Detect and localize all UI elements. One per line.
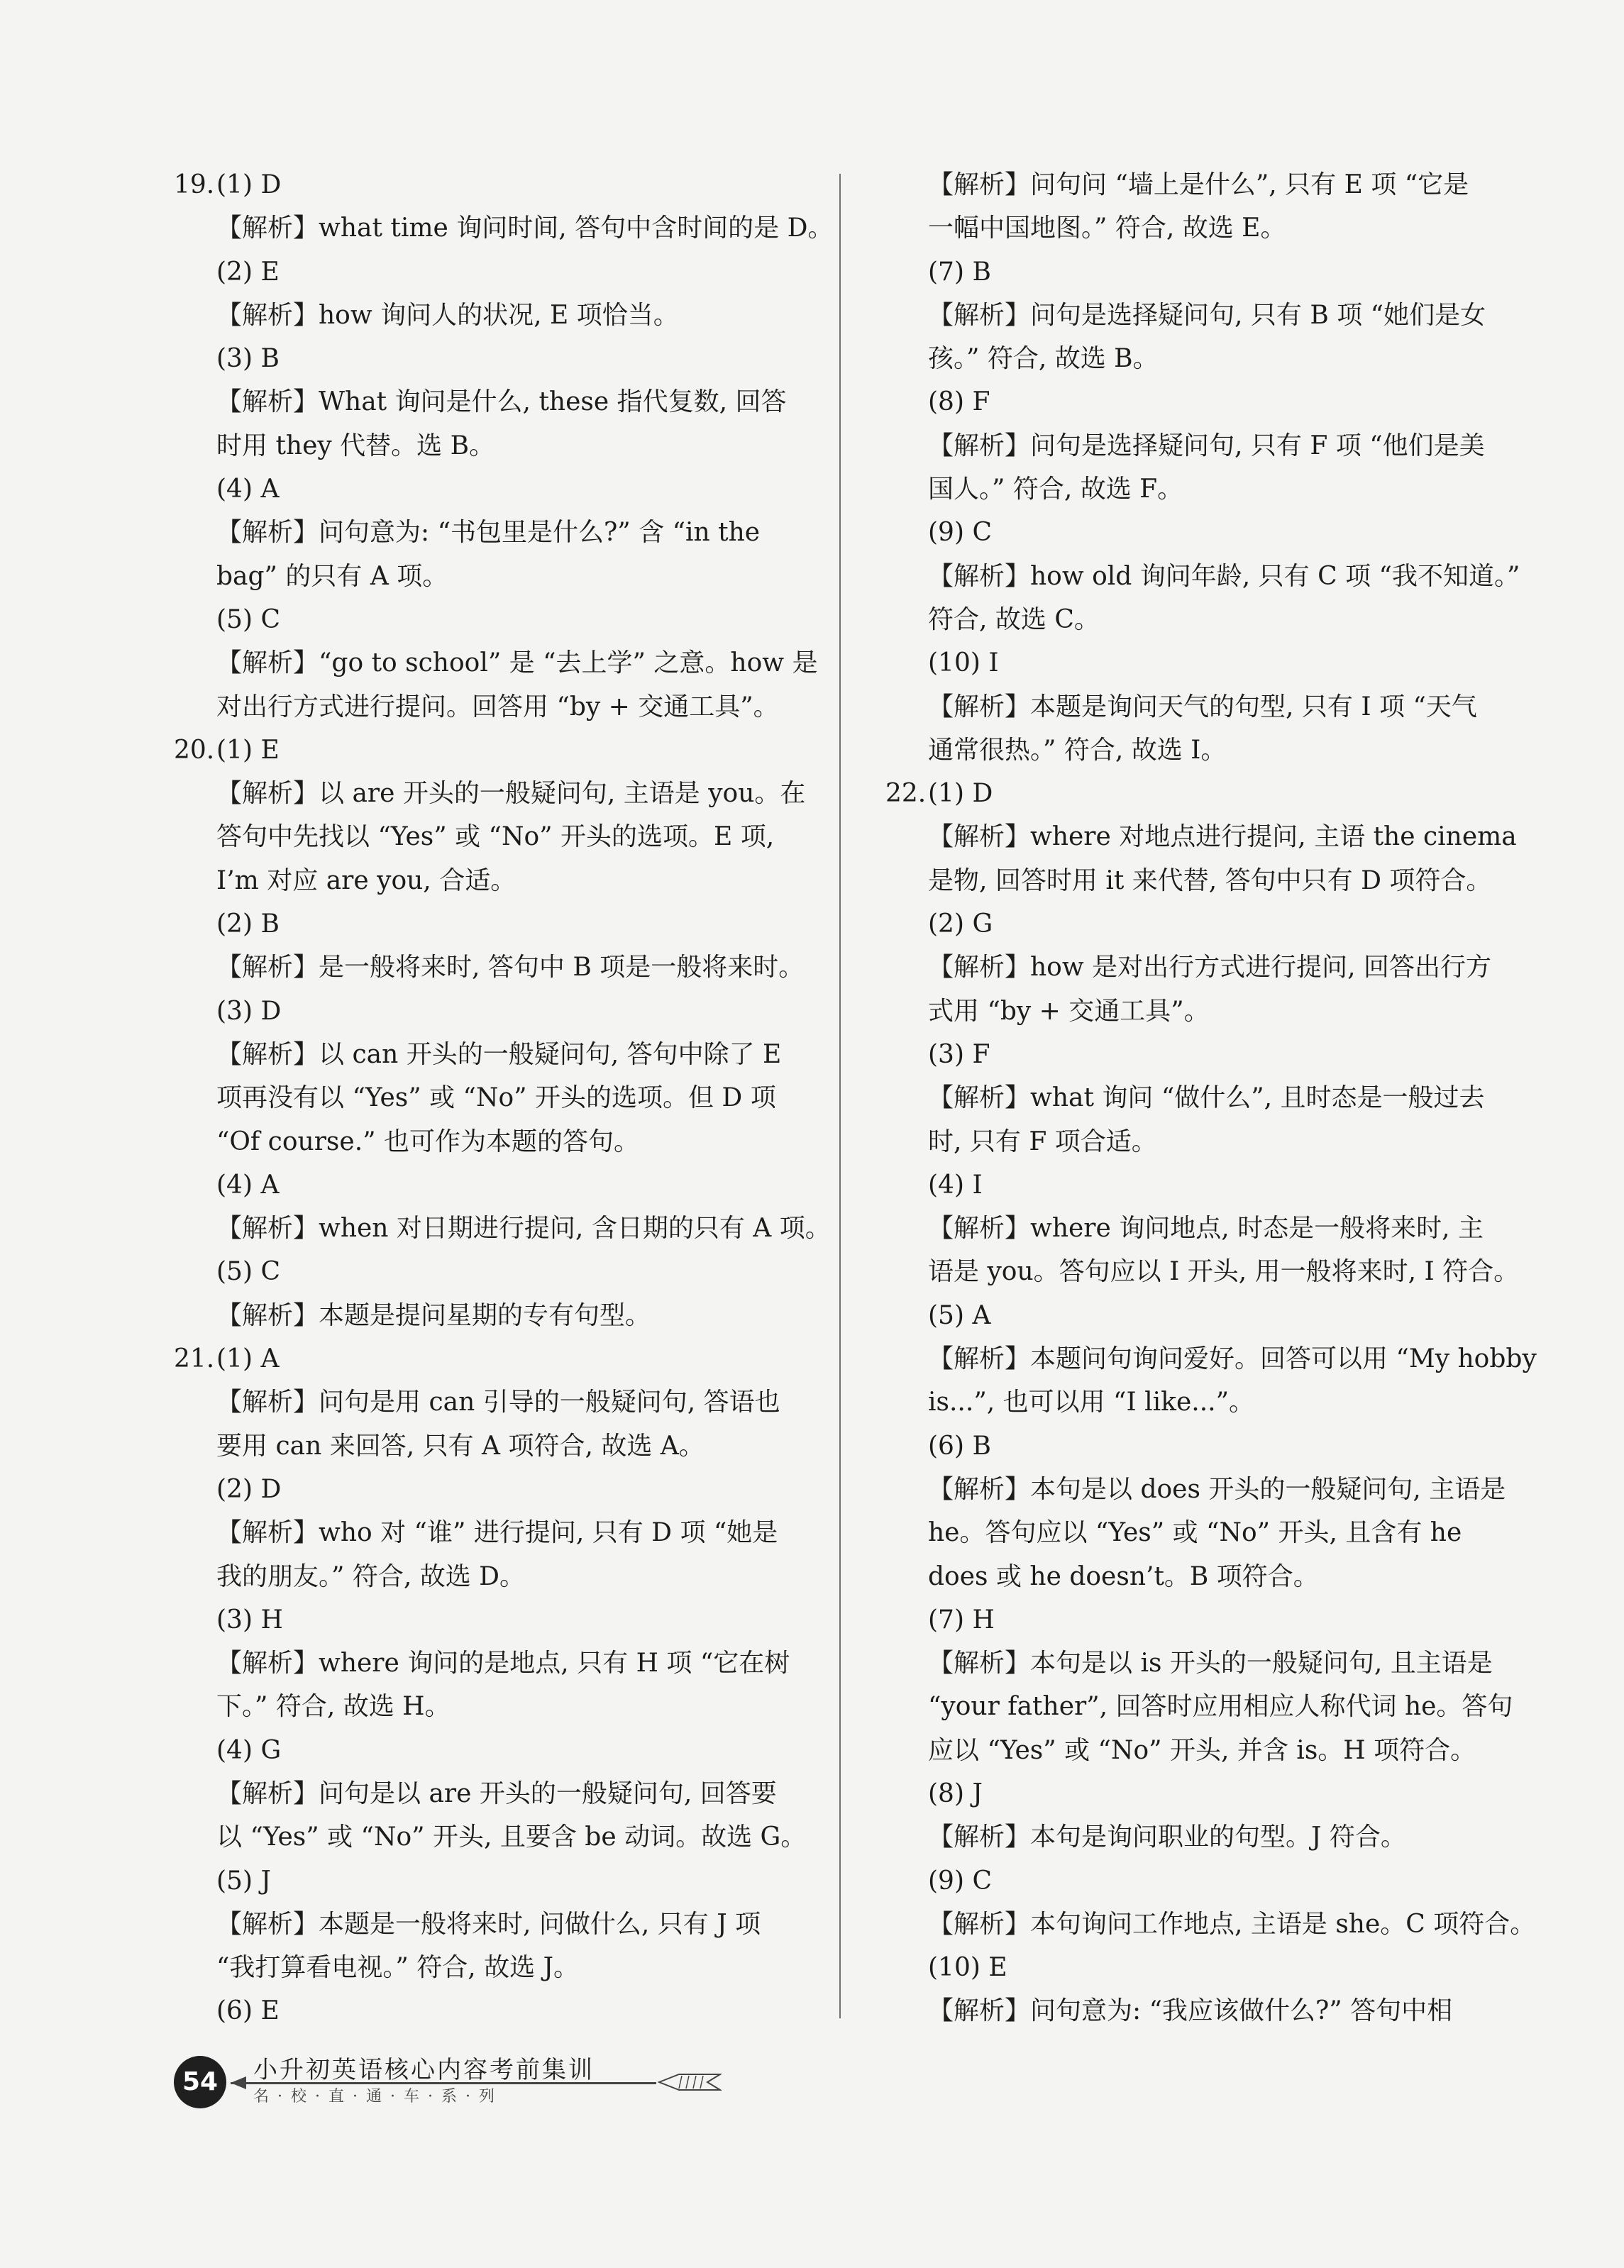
- answer-text: 孩。” 符合, 故选 B。: [928, 344, 1159, 374]
- series-name: 名·校·直·通·车·系·列: [253, 2088, 503, 2106]
- answer-text: 【解析】when 对日期进行提问, 含日期的只有 A 项。: [216, 1214, 831, 1244]
- answer-text: 【解析】本句是以 does 开头的一般疑问句, 主语是: [928, 1474, 1506, 1504]
- answer-text: 【解析】问句是以 are 开头的一般疑问句, 回答要: [216, 1779, 777, 1808]
- answer-line: [885, 1946, 1567, 1989]
- answer-text: 是物, 回答时用 it 来代替, 答句中只有 D 项符合。: [928, 865, 1492, 895]
- answer-text: (4) I: [928, 1170, 983, 1200]
- answer-text: 国人。” 符合, 故选 F。: [928, 475, 1183, 504]
- answer-text: 【解析】how old 询问年龄, 只有 C 项 “我不知道。”: [928, 561, 1520, 591]
- answer-line: [885, 1207, 1567, 1250]
- answer-text: 【解析】问句是选择疑问句, 只有 F 项 “他们是美: [928, 431, 1485, 460]
- answer-text: 时, 只有 F 项合适。: [928, 1127, 1157, 1156]
- answer-text: 【解析】where 对地点进行提问, 主语 the cinema: [928, 822, 1517, 852]
- answer-line: [174, 250, 855, 294]
- answer-text: 项再没有以 “Yes” 或 “No” 开头的选项。但 D 项: [216, 1083, 776, 1113]
- answer-text: (6) E: [216, 1996, 280, 2026]
- answer-text: (3) H: [216, 1605, 283, 1634]
- answer-line: [885, 1685, 1567, 1728]
- answer-line: [885, 1598, 1567, 1642]
- answer-text: 【解析】是一般将来时, 答句中 B 项是一般将来时。: [216, 953, 805, 983]
- answer-text: (4) A: [216, 1170, 280, 1200]
- answer-text: 【解析】本句是询问职业的句型。J 符合。: [928, 1822, 1406, 1852]
- answer-line: [174, 1033, 855, 1076]
- answer-line: [885, 1250, 1567, 1293]
- answer-text: 应以 “Yes” 或 “No” 开头, 并含 is。H 项符合。: [928, 1735, 1476, 1765]
- left-column: [174, 163, 855, 2033]
- answer-line: [174, 729, 855, 772]
- answer-line: [885, 1555, 1567, 1598]
- answer-line: [885, 1815, 1567, 1859]
- answer-line: [174, 990, 855, 1033]
- answer-line: [174, 1729, 855, 1772]
- answer-text: (7) H: [928, 1605, 995, 1634]
- answer-text: 【解析】本题是一般将来时, 问做什么, 只有 J 项: [216, 1909, 761, 1939]
- answer-line: [174, 685, 855, 729]
- answer-line: [174, 772, 855, 815]
- answer-line: [885, 859, 1567, 902]
- answer-text: (9) C: [928, 1866, 992, 1896]
- answer-line: [174, 1076, 855, 1119]
- answer-text: 要用 can 来回答, 只有 A 项符合, 故选 A。: [216, 1431, 705, 1461]
- answer-text: 我的朋友。” 符合, 故选 D。: [216, 1561, 526, 1591]
- right-column: [885, 163, 1567, 2033]
- answer-text: 语是 you。答句应以 I 开头, 用一般将来时, I 符合。: [928, 1257, 1520, 1287]
- answer-line: [174, 1468, 855, 1511]
- answer-text: 【解析】问句意为: “我应该做什么?” 答句中相: [928, 1996, 1453, 2026]
- answer-text: 【解析】以 are 开头的一般疑问句, 主语是 you。在: [216, 779, 806, 809]
- answer-line: [885, 1120, 1567, 1163]
- answer-text: 对出行方式进行提问。回答用 “by + 交通工具”。: [216, 692, 779, 721]
- answer-line: [174, 902, 855, 946]
- question-number: 19.: [174, 170, 215, 199]
- answer-text: 【解析】who 对 “谁” 进行提问, 只有 D 项 “她是: [216, 1518, 778, 1548]
- answer-line: [885, 1381, 1567, 1424]
- answer-line: [174, 1772, 855, 1815]
- answer-text: bag” 的只有 A 项。: [216, 561, 448, 591]
- answer-text: does 或 he doesn’t。B 项符合。: [928, 1561, 1319, 1591]
- answer-text: 【解析】“go to school” 是 “去上学” 之意。how 是: [216, 648, 818, 678]
- answer-line: [174, 206, 855, 250]
- answer-text: (5) C: [216, 1257, 280, 1287]
- answer-line: [174, 1381, 855, 1424]
- answer-text: (6) B: [928, 1431, 991, 1461]
- answer-text: 以 “Yes” 或 “No” 开头, 且要含 be 动词。故选 G。: [216, 1822, 807, 1852]
- answer-line: [174, 1511, 855, 1554]
- answer-text: 【解析】本题是询问天气的句型, 只有 I 项 “天气: [928, 692, 1477, 721]
- answer-text: 【解析】本题是提问星期的专有句型。: [216, 1300, 651, 1330]
- answer-line: [885, 1468, 1567, 1511]
- answer-line: [174, 1989, 855, 2032]
- question-number: 21.: [174, 1344, 215, 1374]
- answer-line: [885, 1642, 1567, 1685]
- answer-text: (7) B: [928, 257, 991, 287]
- answer-line: [174, 511, 855, 554]
- question-number: 20.: [174, 735, 215, 765]
- answer-line: [885, 990, 1567, 1033]
- page-number-badge: 54: [174, 2056, 226, 2108]
- answer-text: “your father”, 回答时应用相应人称代词 he。答句: [928, 1692, 1513, 1722]
- answer-text: (1) A: [216, 1344, 280, 1374]
- answer-line: [174, 1555, 855, 1598]
- answer-text: (1) D: [928, 779, 993, 809]
- answer-text: (4) A: [216, 475, 280, 504]
- answer-line: [174, 1815, 855, 1859]
- answer-line: [174, 468, 855, 511]
- book-title: 小升初英语核心内容考前集训: [253, 2056, 595, 2084]
- answer-line: [174, 1294, 855, 1337]
- answer-text: (3) F: [928, 1039, 990, 1069]
- answer-text: 【解析】what 询问 “做什么”, 且时态是一般过去: [928, 1083, 1485, 1113]
- answer-text: 时用 they 代替。选 B。: [216, 431, 495, 460]
- answer-line: [174, 815, 855, 858]
- answer-line: [885, 1772, 1567, 1815]
- answer-line: [174, 1859, 855, 1903]
- answer-line: [885, 1903, 1567, 1946]
- answer-text: is...”, 也可以用 “I like...”。: [928, 1388, 1255, 1417]
- answer-line: [174, 1163, 855, 1207]
- answer-text: “我打算看电视。” 符合, 故选 J。: [216, 1953, 580, 1983]
- answer-line: [174, 1946, 855, 1989]
- answer-text: 通常很热。” 符合, 故选 I。: [928, 735, 1227, 765]
- answer-line: [174, 1120, 855, 1163]
- answer-line: [174, 555, 855, 598]
- answer-line: [174, 294, 855, 337]
- answer-text: (2) B: [216, 909, 280, 939]
- answer-line: [885, 1337, 1567, 1381]
- answer-text: 答句中先找以 “Yes” 或 “No” 开头的选项。E 项,: [216, 822, 775, 852]
- answer-line: [885, 1163, 1567, 1207]
- answer-line: [885, 1511, 1567, 1554]
- answer-line: [885, 1076, 1567, 1119]
- answer-text: “Of course.” 也可作为本题的答句。: [216, 1127, 639, 1156]
- answer-text: 【解析】问句意为: “书包里是什么?” 含 “in the: [216, 518, 761, 548]
- answer-line: [174, 337, 855, 380]
- answer-text: (9) C: [928, 518, 992, 548]
- answer-line: [885, 380, 1567, 424]
- answer-line: [174, 163, 855, 206]
- answer-line: [885, 1859, 1567, 1903]
- answer-line: [174, 1337, 855, 1381]
- answer-line: [885, 468, 1567, 511]
- answer-line: [885, 424, 1567, 468]
- answer-text: 式用 “by + 交通工具”。: [928, 996, 1210, 1026]
- answer-text: 【解析】以 can 开头的一般疑问句, 答句中除了 E: [216, 1039, 782, 1069]
- answer-line: [174, 1598, 855, 1642]
- answer-text: 【解析】What 询问是什么, these 指代复数, 回答: [216, 387, 787, 417]
- feather-icon: [658, 2071, 722, 2093]
- answer-line: [885, 294, 1567, 337]
- answer-text: (5) C: [216, 604, 280, 634]
- question-number: 22.: [885, 779, 927, 809]
- answer-line: [174, 1903, 855, 1946]
- answer-text: 符合, 故选 C。: [928, 604, 1100, 634]
- answer-text: I’m 对应 are you, 合适。: [216, 865, 517, 895]
- answer-line: [885, 206, 1567, 250]
- answer-line: [174, 1250, 855, 1293]
- answer-text: 【解析】what time 询问时间, 答句中含时间的是 D。: [216, 214, 834, 243]
- answer-text: (1) E: [216, 735, 280, 765]
- answer-line: [885, 1033, 1567, 1076]
- answer-text: (2) G: [928, 909, 993, 939]
- answer-text: (5) J: [216, 1866, 271, 1896]
- answer-text: (10) I: [928, 648, 999, 678]
- answer-line: [174, 380, 855, 424]
- answer-line: [174, 1207, 855, 1250]
- answer-line: [174, 598, 855, 641]
- answer-line: [885, 1425, 1567, 1468]
- answer-line: [885, 555, 1567, 598]
- answer-text: 【解析】how 询问人的状况, E 项恰当。: [216, 300, 679, 330]
- answer-line: [174, 946, 855, 989]
- answer-line: [174, 641, 855, 685]
- answer-text: (3) B: [216, 344, 280, 374]
- answer-text: 【解析】where 询问地点, 时态是一般将来时, 主: [928, 1214, 1484, 1244]
- answer-line: [885, 902, 1567, 946]
- answer-line: [885, 163, 1567, 206]
- answer-text: 【解析】本题问句询问爱好。回答可以用 “My hobby: [928, 1344, 1537, 1374]
- answer-text: he。答句应以 “Yes” 或 “No” 开头, 且含有 he: [928, 1518, 1462, 1548]
- answer-text: 下。” 符合, 故选 H。: [216, 1692, 451, 1722]
- answer-text: 【解析】问句是用 can 引导的一般疑问句, 答语也: [216, 1388, 780, 1417]
- answer-line: [174, 1642, 855, 1685]
- answer-text: (2) E: [216, 257, 280, 287]
- answer-line: [885, 1729, 1567, 1772]
- answer-text: (3) D: [216, 996, 282, 1026]
- page-footer: [174, 2050, 727, 2114]
- answer-line: [885, 1294, 1567, 1337]
- answer-line: [174, 424, 855, 468]
- answer-line: [885, 641, 1567, 685]
- column-divider: [839, 174, 841, 2018]
- answer-line: [885, 815, 1567, 858]
- answer-line: [885, 1989, 1567, 2032]
- answer-text: (4) G: [216, 1735, 282, 1765]
- answer-text: (8) F: [928, 387, 990, 417]
- answer-text: (1) D: [216, 170, 282, 199]
- answer-line: [174, 1685, 855, 1728]
- answer-line: [885, 337, 1567, 380]
- answer-line: [885, 729, 1567, 772]
- answer-line: [885, 685, 1567, 729]
- answer-text: 【解析】本句询问工作地点, 主语是 she。C 项符合。: [928, 1909, 1536, 1939]
- answer-line: [174, 1425, 855, 1468]
- answer-text: 【解析】本句是以 is 开头的一般疑问句, 且主语是: [928, 1649, 1493, 1678]
- answer-text: (8) J: [928, 1779, 983, 1808]
- footer-arrow-icon: [231, 2076, 246, 2089]
- answer-text: 一幅中国地图。” 符合, 故选 E。: [928, 214, 1286, 243]
- answer-line: [885, 250, 1567, 294]
- answer-text: 【解析】how 是对出行方式进行提问, 回答出行方: [928, 953, 1492, 983]
- answer-text: 【解析】where 询问的是地点, 只有 H 项 “它在树: [216, 1649, 790, 1678]
- answer-line: [885, 598, 1567, 641]
- answer-text: (10) E: [928, 1953, 1007, 1983]
- answer-line: [885, 511, 1567, 554]
- answer-text: (5) A: [928, 1300, 991, 1330]
- answer-line: [885, 946, 1567, 989]
- answer-line: [885, 772, 1567, 815]
- answer-text: 【解析】问句是选择疑问句, 只有 B 项 “她们是女: [928, 300, 1486, 330]
- answer-line: [174, 859, 855, 902]
- answer-text: 【解析】问句问 “墙上是什么”, 只有 E 项 “它是: [928, 170, 1469, 199]
- answer-text: (2) D: [216, 1474, 282, 1504]
